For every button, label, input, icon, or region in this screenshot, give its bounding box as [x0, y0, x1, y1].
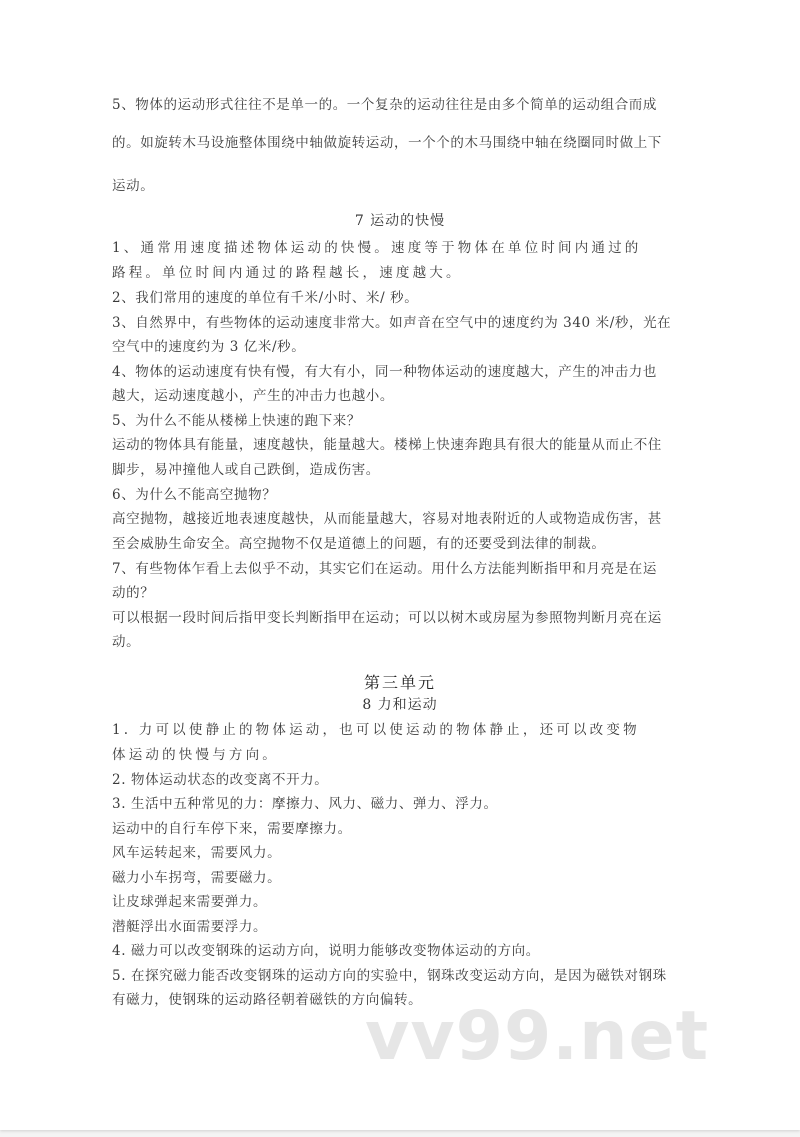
s7-item-1-line-1: 1、通常用速度描述物体运动的快慢。速度等于物体在单位时间内通过的 [112, 240, 642, 256]
s8-item-1-line-1: 1. 力可以使静止的物体运动，也可以使运动的物体静止，还可以改变物 [112, 722, 640, 738]
s7-item-5: 5、为什么不能从楼梯上快速的跑下来？ [112, 413, 361, 429]
watermark: vv99.net [365, 997, 710, 1076]
s7-item-7-line-1: 7、有些物体乍看上去似乎不动，其实它们在运动。用什么方法能判断指甲和月亮是在运 [112, 561, 657, 577]
s7-answer-7-line-1: 可以根据一段时间后指甲变长判断指甲在运动；可以以树木或房屋为参照物判断月亮在运 [112, 610, 662, 626]
s8-example-4: 让皮球弹起来需要弹力。 [112, 894, 268, 910]
intro-line-2: 的。如旋转木马设施整体围绕中轴做旋转运动，一个个的木马围绕中轴在绕圈同时做上下 [112, 135, 662, 151]
s8-item-3: 3. 生活中五种常见的力：摩擦力、风力、磁力、弹力、浮力。 [112, 796, 498, 812]
s8-item-2: 2. 物体运动状态的改变离不开力。 [112, 772, 329, 788]
section-8-title: 8 力和运动 [362, 697, 438, 713]
s7-answer-5-line-1: 运动的物体具有能量，速度越快，能量越大。楼梯上快速奔跑具有很大的能量从而止不住 [112, 437, 662, 453]
intro-line-1: 5、物体的运动形式往往不是单一的。一个复杂的运动往往是由多个简单的运动组合而成 [112, 97, 657, 113]
s7-answer-6-line-2: 至会威胁生命安全。高空抛物不仅是道德上的问题，有的还要受到法律的制裁。 [112, 536, 606, 552]
s7-item-4-line-2: 越大，运动速度越小，产生的冲击力也越小。 [112, 388, 394, 404]
unit-3-title: 第三单元 [363, 673, 436, 692]
s8-example-3: 磁力小车拐弯，需要磁力。 [112, 870, 282, 886]
s8-item-4: 4. 磁力可以改变钢珠的运动方向，说明力能够改变物体运动的方向。 [112, 943, 540, 959]
s7-item-6: 6、为什么不能高空抛物？ [112, 487, 277, 503]
s8-item-5-line-1: 5. 在探究磁力能否改变钢珠的运动方向的实验中，钢珠改变运动方向，是因为磁铁对钢珠 [112, 968, 667, 984]
s8-example-5: 潜艇浮出水面需要浮力。 [112, 919, 268, 935]
s8-item-5-line-2: 有磁力，使钢珠的运动路径朝着磁铁的方向偏转。 [112, 992, 423, 1008]
s7-item-3-line-1: 3、自然界中，有些物体的运动速度非常大。如声音在空气中的速度约为 340 米/秒，光在 [112, 315, 672, 331]
s7-answer-7-line-2: 动。 [112, 634, 141, 650]
s7-item-4-line-1: 4、物体的运动速度有快有慢，有大有小，同一种物体运动的速度越大，产生的冲击力也 [112, 364, 657, 380]
s8-example-2: 风车运转起来，需要风力。 [112, 845, 282, 861]
s7-item-2: 2、我们常用的速度的单位有千米/小时、米/ 秒。 [112, 290, 419, 306]
s7-item-1-line-2: 路程。单位时间内通过的路程越长，速度越大。 [112, 265, 463, 281]
s7-answer-5-line-2: 脚步，易冲撞他人或自己跌倒，造成伤害。 [112, 462, 380, 478]
s8-example-1: 运动中的自行车停下来，需要摩擦力。 [112, 821, 352, 837]
s7-item-7-line-2: 动的？ [112, 585, 155, 601]
intro-line-3: 运动。 [112, 178, 155, 194]
section-7-title: 7 运动的快慢 [354, 213, 446, 229]
s8-item-1-line-2: 体运动的快慢与方向。 [112, 747, 279, 763]
s7-answer-6-line-1: 高空抛物，越接近地表速度越快，从而能量越大，容易对地表附近的人或物造成伤害，甚 [112, 511, 662, 527]
s7-item-3-line-2: 空气中的速度约为 3 亿米/秒。 [112, 339, 306, 355]
